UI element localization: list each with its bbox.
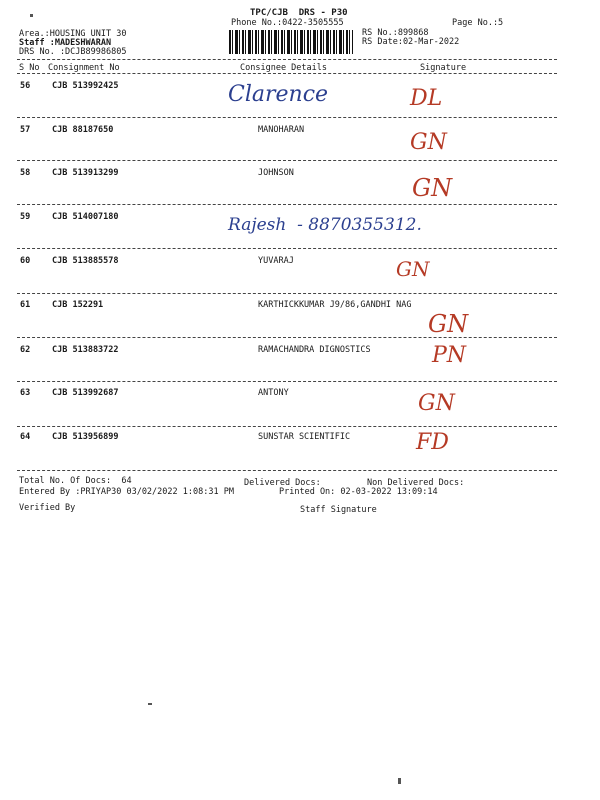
entered-by: Entered By :PRIYAP30 03/02/2022 1:08:31 PM <box>19 487 234 497</box>
row-divider <box>17 470 557 471</box>
column-header-sno: S No <box>19 63 40 73</box>
row-consignee: ANTONY <box>258 388 289 398</box>
row-consignee: SUNSTAR SCIENTIFIC <box>258 432 351 442</box>
drs-number: DRS No. :DCJB89986805 <box>19 47 127 57</box>
signature-mark: GN <box>418 391 455 416</box>
divider <box>17 73 557 74</box>
signature-mark: GN <box>396 257 430 281</box>
row-sno: 64 <box>20 432 31 442</box>
signature-mark: DL <box>410 86 443 111</box>
page-number: Page No.:5 <box>452 18 504 28</box>
handwritten-consignee: Clarence <box>228 82 329 107</box>
row-divider <box>17 293 557 294</box>
row-consignment: CJB 88187650 <box>52 125 114 135</box>
scan-speck <box>398 778 401 784</box>
row-sno: 56 <box>20 81 31 91</box>
row-consignee: KARTHICKKUMAR J9/86,GANDHI NAG <box>258 300 412 310</box>
phone-number: Phone No.:0422-3505555 <box>231 18 344 28</box>
signature-mark: GN <box>410 130 447 155</box>
row-consignee: RAMACHANDRA DIGNOSTICS <box>258 345 371 355</box>
handwritten-consignee: Rajesh - 8870355312. <box>228 215 422 235</box>
area-label: Area.:HOUSING UNIT 30 <box>19 29 127 39</box>
rs-date: RS Date:02-Mar-2022 <box>362 37 460 47</box>
row-divider <box>17 426 557 427</box>
scan-speck <box>30 14 33 17</box>
row-sno: 63 <box>20 388 31 398</box>
row-consignee: JOHNSON <box>258 168 294 178</box>
column-header-consignment: Consignment No <box>48 63 120 73</box>
row-sno: 60 <box>20 256 31 266</box>
staff-label: Staff :MADESHWARAN <box>19 38 112 48</box>
row-consignment: CJB 513885578 <box>52 256 119 266</box>
row-consignment: CJB 513992687 <box>52 388 119 398</box>
row-sno: 59 <box>20 212 31 222</box>
row-consignment: CJB 514007180 <box>52 212 119 222</box>
row-sno: 61 <box>20 300 31 310</box>
printed-on: Printed On: 02-03-2022 13:09:14 <box>279 487 438 497</box>
row-divider <box>17 381 557 382</box>
row-divider <box>17 337 557 338</box>
row-consignee: MANOHARAN <box>258 125 305 135</box>
column-header-consignee: Consignee Details <box>240 63 327 73</box>
signature-mark: GN <box>412 174 453 202</box>
row-divider <box>17 248 557 249</box>
scan-speck <box>148 703 152 705</box>
row-consignment: CJB 513992425 <box>52 81 119 91</box>
row-consignee: YUVARAJ <box>258 256 294 266</box>
verified-by-label: Verified By <box>19 503 76 513</box>
row-divider <box>17 117 557 118</box>
row-sno: 62 <box>20 345 31 355</box>
signature-mark: FD <box>416 430 449 455</box>
row-sno: 58 <box>20 168 31 178</box>
signature-mark: GN <box>428 310 469 338</box>
row-consignment: CJB 513883722 <box>52 345 119 355</box>
row-consignment: CJB 513913299 <box>52 168 119 178</box>
document-title: TPC/CJB DRS - P30 <box>250 8 348 18</box>
staff-signature-label: Staff Signature <box>300 505 377 515</box>
row-divider <box>17 160 557 161</box>
row-consignment: CJB 152291 <box>52 300 104 310</box>
row-consignment: CJB 513956899 <box>52 432 119 442</box>
rs-number: RS No.:899868 <box>362 28 429 38</box>
column-header-signature: Signature <box>420 63 467 73</box>
row-sno: 57 <box>20 125 31 135</box>
barcode-image <box>229 30 353 54</box>
signature-mark: PN <box>432 343 467 368</box>
delivered-docs: Delivered Docs: <box>244 478 321 488</box>
divider <box>17 59 557 60</box>
total-docs: Total No. Of Docs: 64 <box>19 476 132 486</box>
row-divider <box>17 204 557 205</box>
non-delivered-docs: Non Delivered Docs: <box>367 478 465 488</box>
